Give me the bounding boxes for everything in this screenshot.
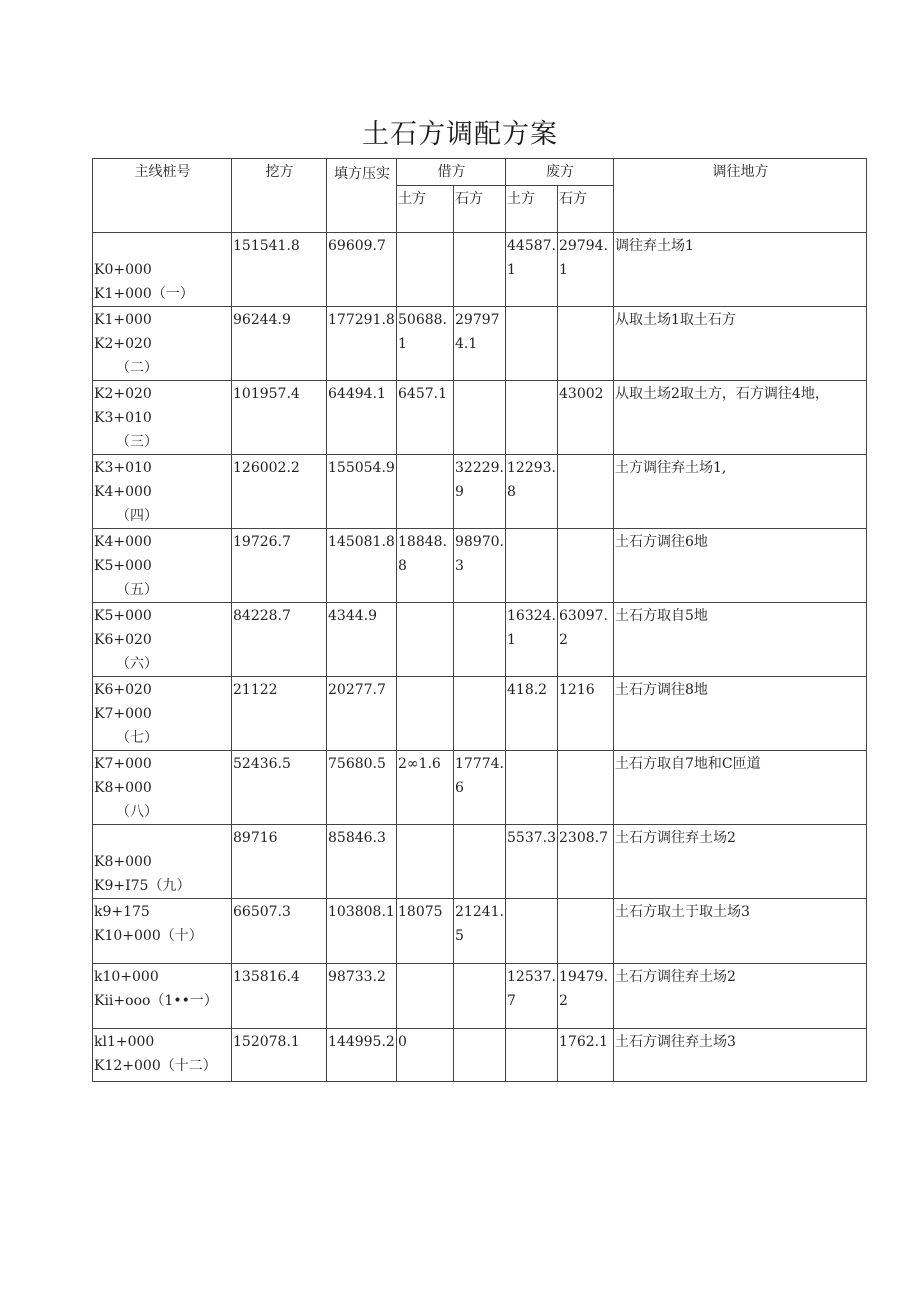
station-line: kl1+000 (94, 1034, 155, 1050)
fill-cell-value: 155054.9 (328, 460, 395, 476)
header-borrow-rock: 石方 (454, 186, 506, 233)
station-line: K7+000 (94, 706, 152, 722)
waste-rock-cell-value: 1216 (559, 682, 595, 698)
borrow-rock-cell-value: 297974.1 (455, 312, 500, 352)
destination-cell: 土石方调往弃土场3 (614, 1029, 867, 1082)
fill-cell-value: 64494.1 (328, 386, 386, 402)
borrow-rock-cell (454, 233, 506, 307)
header-waste: 废方 (506, 159, 614, 186)
fill-cell (327, 1029, 397, 1082)
waste-rock-cell (558, 1029, 614, 1082)
destination-cell: 土石方调往弃土场2 (614, 964, 867, 1029)
station-line: （六） (116, 656, 158, 672)
station-line: （四） (116, 508, 158, 524)
fill-cell-value: 75680.5 (328, 756, 386, 772)
header-excavation: 挖方 (232, 159, 327, 233)
fill-cell-value: 103808.1 (328, 904, 395, 920)
station-cell (93, 455, 232, 529)
waste-rock-cell (558, 751, 614, 825)
excavation-cell (232, 455, 327, 529)
borrow-soil-cell (397, 603, 454, 677)
station-line: K10+000（十） (94, 928, 203, 944)
destination-cell: 从取土场1取土石方 (614, 307, 867, 381)
excavation-cell (232, 603, 327, 677)
waste-soil-cell (506, 603, 558, 677)
excavation-cell-value: 19726.7 (233, 534, 291, 550)
borrow-soil-cell-value: 2∞1.6 (398, 756, 441, 772)
station-line: K5+000 (94, 558, 152, 574)
waste-rock-cell (558, 677, 614, 751)
waste-rock-cell-value: 29794.1 (559, 238, 608, 278)
borrow-rock-cell (454, 751, 506, 825)
borrow-rock-cell-value: 32229.9 (455, 460, 504, 500)
table-body (93, 233, 867, 1082)
excavation-cell-value: 135816.4 (233, 969, 300, 985)
waste-rock-cell (558, 455, 614, 529)
fill-cell (327, 899, 397, 964)
borrow-soil-cell (397, 899, 454, 964)
waste-soil-cell-value: 12537.7 (507, 969, 556, 1009)
destination-cell: 土石方取自7地和C匝道 (614, 751, 867, 825)
waste-soil-cell (506, 964, 558, 1029)
borrow-rock-cell (454, 529, 506, 603)
waste-rock-cell (558, 603, 614, 677)
waste-rock-cell (558, 233, 614, 307)
waste-rock-cell-value: 63097.2 (559, 608, 608, 648)
waste-soil-cell-value: 5537.3 (507, 830, 556, 846)
borrow-rock-cell (454, 825, 506, 899)
waste-soil-cell (506, 899, 558, 964)
excavation-cell (232, 529, 327, 603)
header-destination: 调往地方 (614, 159, 867, 233)
excavation-cell (232, 751, 327, 825)
waste-rock-cell-value: 2308.7 (559, 830, 608, 846)
waste-rock-cell (558, 964, 614, 1029)
excavation-cell-value: 52436.5 (233, 756, 291, 772)
waste-rock-cell (558, 899, 614, 964)
station-line: K6+020 (94, 632, 152, 648)
excavation-cell (232, 381, 327, 455)
borrow-soil-cell (397, 529, 454, 603)
destination-cell: 土石方取自5地 (614, 603, 867, 677)
station-cell (93, 751, 232, 825)
station-line: （五） (116, 582, 158, 598)
fill-cell (327, 603, 397, 677)
header-row-1 (93, 159, 867, 186)
station-line: K8+000 (94, 780, 152, 796)
excavation-cell (232, 307, 327, 381)
station-line: K12+000（十二） (94, 1058, 217, 1074)
waste-rock-cell-value: 43002 (559, 386, 604, 402)
header-borrow: 借方 (397, 159, 506, 186)
station-cell (93, 233, 232, 307)
fill-cell-value: 4344.9 (328, 608, 377, 624)
station-line: K1+000（一） (94, 286, 194, 302)
waste-soil-cell-value: 44587.1 (507, 238, 556, 278)
borrow-soil-cell (397, 1029, 454, 1082)
station-line: （八） (116, 804, 158, 820)
excavation-cell-value: 84228.7 (233, 608, 291, 624)
excavation-cell-value: 96244.9 (233, 312, 291, 328)
station-line: K6+020 (94, 682, 152, 698)
station-line: K8+000 (94, 854, 152, 870)
destination-cell: 土石方调往6地 (614, 529, 867, 603)
waste-soil-cell (506, 529, 558, 603)
excavation-cell-value: 152078.1 (233, 1034, 300, 1050)
waste-rock-cell-value: 19479.2 (559, 969, 608, 1009)
destination-cell: 土石方调往8地 (614, 677, 867, 751)
waste-soil-cell (506, 381, 558, 455)
excavation-cell-value: 151541.8 (233, 238, 300, 254)
station-cell (93, 825, 232, 899)
borrow-rock-cell (454, 1029, 506, 1082)
waste-soil-cell (506, 455, 558, 529)
borrow-rock-cell (454, 677, 506, 751)
fill-cell-value: 85846.3 (328, 830, 386, 846)
earthwork-allocation-table (92, 158, 867, 1082)
fill-cell (327, 751, 397, 825)
header-borrow-soil: 土方 (397, 186, 454, 233)
borrow-rock-cell-value: 17774.6 (455, 756, 504, 796)
header-waste-soil: 土方 (506, 186, 558, 233)
excavation-cell-value: 126002.2 (233, 460, 300, 476)
station-line: Kii+ooo（1••一） (94, 993, 218, 1009)
station-line (94, 234, 231, 258)
header-station: 主线桩号 (93, 159, 232, 233)
fill-cell (327, 825, 397, 899)
excavation-cell-value: 101957.4 (233, 386, 300, 402)
waste-soil-cell (506, 307, 558, 381)
borrow-soil-cell (397, 677, 454, 751)
table-row (93, 751, 867, 825)
waste-rock-cell (558, 529, 614, 603)
waste-rock-cell (558, 381, 614, 455)
station-cell (93, 1029, 232, 1082)
fill-cell-value: 145081.8 (328, 534, 395, 550)
table-row (93, 529, 867, 603)
station-cell (93, 677, 232, 751)
station-line: K4+000 (94, 484, 152, 500)
borrow-rock-cell (454, 899, 506, 964)
excavation-cell-value: 89716 (233, 830, 278, 846)
station-cell (93, 964, 232, 1029)
excavation-cell (232, 233, 327, 307)
table-row (93, 899, 867, 964)
table-row (93, 455, 867, 529)
fill-cell-value: 20277.7 (328, 682, 386, 698)
station-line: K7+000 (94, 756, 152, 772)
table-row (93, 825, 867, 899)
borrow-rock-cell (454, 381, 506, 455)
waste-soil-cell-value: 16324.1 (507, 608, 556, 648)
station-cell (93, 381, 232, 455)
borrow-soil-cell (397, 381, 454, 455)
borrow-soil-cell-value: 50688.1 (398, 312, 447, 352)
borrow-rock-cell (454, 964, 506, 1029)
waste-soil-cell (506, 233, 558, 307)
fill-cell-value: 69609.7 (328, 238, 386, 254)
fill-cell-value: 177291.8 (328, 312, 395, 328)
destination-cell: 土方调往弃土场1, (614, 455, 867, 529)
fill-cell (327, 455, 397, 529)
borrow-rock-cell-value: 21241.5 (455, 904, 504, 944)
borrow-soil-cell-value: 6457.1 (398, 386, 447, 402)
destination-cell: 土石方取土于取土场3 (614, 899, 867, 964)
borrow-soil-cell (397, 307, 454, 381)
excavation-cell (232, 1029, 327, 1082)
table-row (93, 1029, 867, 1082)
table-row (93, 603, 867, 677)
station-line: （二） (116, 360, 158, 376)
fill-cell-value: 144995.2 (328, 1034, 395, 1050)
fill-cell (327, 677, 397, 751)
waste-rock-cell-value: 1762.1 (559, 1034, 608, 1050)
table-row (93, 677, 867, 751)
table-row (93, 964, 867, 1029)
waste-soil-cell (506, 1029, 558, 1082)
borrow-soil-cell-value: 0 (398, 1034, 407, 1050)
fill-cell-value: 98733.2 (328, 969, 386, 985)
station-line: K2+020 (94, 386, 152, 402)
station-line: k10+000 (94, 969, 159, 985)
station-cell (93, 603, 232, 677)
waste-rock-cell (558, 825, 614, 899)
header-fill: 填方压实 (327, 159, 397, 233)
waste-soil-cell (506, 751, 558, 825)
excavation-cell-value: 21122 (233, 682, 278, 698)
excavation-cell (232, 677, 327, 751)
table-row (93, 233, 867, 307)
borrow-soil-cell (397, 455, 454, 529)
waste-soil-cell-value: 418.2 (507, 682, 548, 698)
fill-cell (327, 307, 397, 381)
excavation-cell (232, 825, 327, 899)
borrow-soil-cell-value: 18848.8 (398, 534, 447, 574)
station-line (94, 826, 231, 850)
station-cell (93, 307, 232, 381)
borrow-soil-cell-value: 18075 (398, 904, 443, 920)
header-waste-rock: 石方 (558, 186, 614, 233)
borrow-rock-cell-value: 98970.3 (455, 534, 504, 574)
station-line: K1+000 (94, 312, 152, 328)
destination-cell: 从取土场2取土方，石方调往4地， (614, 381, 867, 455)
borrow-soil-cell (397, 751, 454, 825)
table-row (93, 381, 867, 455)
station-line: K0+000 (94, 262, 152, 278)
fill-cell (327, 381, 397, 455)
station-line: k9+175 (94, 904, 150, 920)
waste-soil-cell (506, 825, 558, 899)
excavation-cell-value: 66507.3 (233, 904, 291, 920)
borrow-rock-cell (454, 455, 506, 529)
fill-cell (327, 964, 397, 1029)
station-line: K3+010 (94, 460, 152, 476)
station-cell (93, 899, 232, 964)
borrow-rock-cell (454, 603, 506, 677)
fill-cell (327, 233, 397, 307)
borrow-soil-cell (397, 964, 454, 1029)
table-row (93, 307, 867, 381)
station-line: K3+010 (94, 410, 152, 426)
fill-cell (327, 529, 397, 603)
station-line: K2+020 (94, 336, 152, 352)
borrow-soil-cell (397, 233, 454, 307)
station-line: （七） (116, 730, 158, 746)
page-title: 土石方调配方案 (362, 119, 558, 150)
station-line: （三） (116, 434, 158, 450)
destination-cell: 调往弃土场1 (614, 233, 867, 307)
station-cell (93, 529, 232, 603)
borrow-rock-cell (454, 307, 506, 381)
excavation-cell (232, 964, 327, 1029)
station-line: K9+I75（九） (94, 878, 191, 894)
waste-rock-cell (558, 307, 614, 381)
excavation-cell (232, 899, 327, 964)
borrow-soil-cell (397, 825, 454, 899)
waste-soil-cell-value: 12293.8 (507, 460, 556, 500)
station-line: K4+000 (94, 534, 152, 550)
waste-soil-cell (506, 677, 558, 751)
destination-cell: 土石方调往弃土场2 (614, 825, 867, 899)
station-line: K5+000 (94, 608, 152, 624)
